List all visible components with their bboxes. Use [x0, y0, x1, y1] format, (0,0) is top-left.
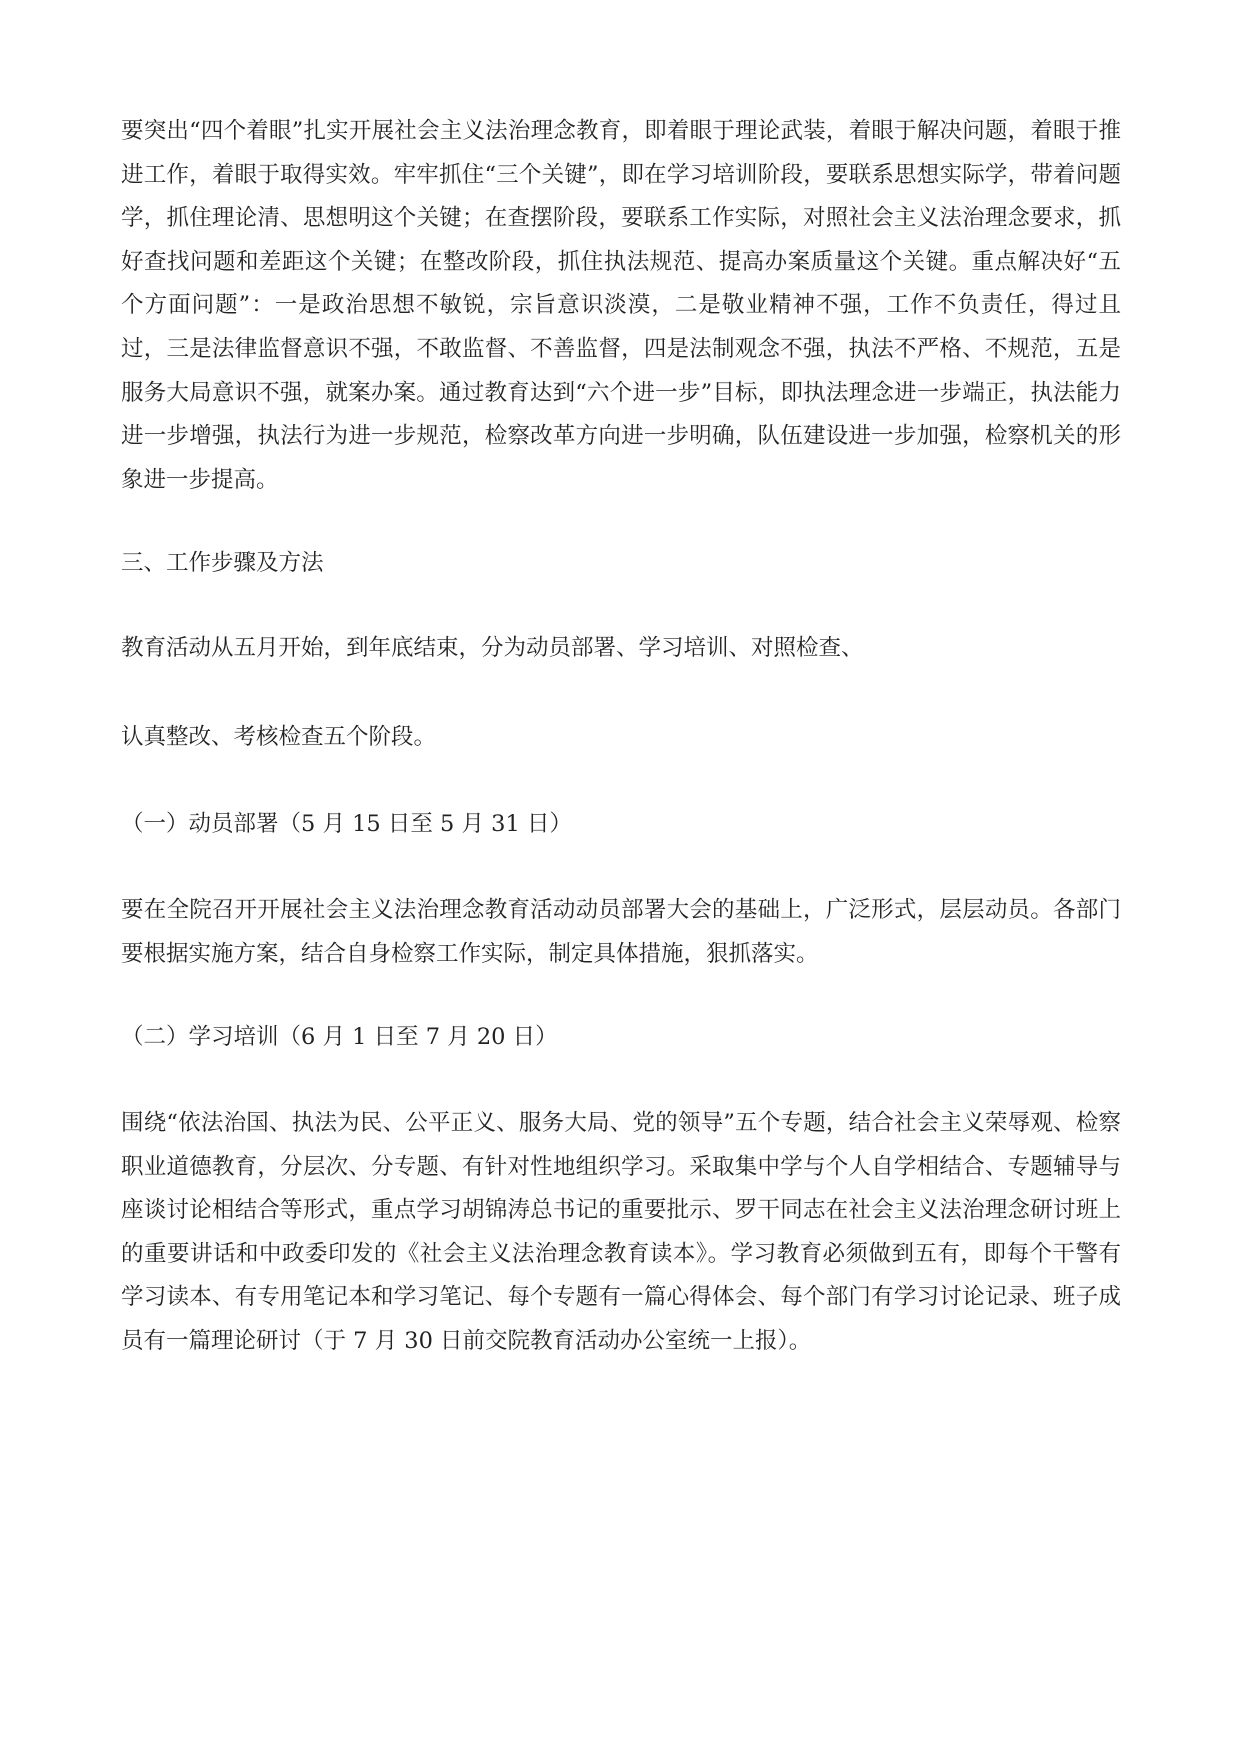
steps-intro-line-2: 认真整改、考核检查五个阶段。 — [121, 724, 437, 750]
subsection-heading-training: （二）学习培训（6 月 1 日至 7 月 20 日） — [121, 1024, 558, 1050]
subsection-heading-mobilization: （一）动员部署（5 月 15 日至 5 月 31 日） — [121, 811, 572, 837]
section-heading-steps: 三、工作步骤及方法 — [121, 550, 324, 576]
training-paragraph: 围绕“依法治国、执法为民、公平正义、服务大局、党的领导”五个专题，结合社会主义荣辱观、检察职业道德教育，分层次、分专题、有针对性地组织学习。采取集中学与个人自学相结合、专题辅导与座谈讨论相结合等形式，重点学习胡锦涛总书记的重要批示、罗干同志在社会主义法治理念研讨班上的重要讲话和中政委印发的《社会主义法治理念教育读本》。学习教育必须做到五有，即每个干警有学习读本、有专用笔记本和学习笔记、每个专题有一篇心得体会、每个部门有学习讨论记录、班子成员有一篇理论研讨（于 7 月 30 日前交院教育活动办公室统一上报）。 — [121, 1110, 1121, 1354]
intro-paragraph: 要突出“四个着眼”扎实开展社会主义法治理念教育，即着眼于理论武装，着眼于解决问题，着眼于推进工作，着眼于取得实效。牢牢抓住“三个关键”，即在学习培训阶段，要联系思想实际学，带着问题学，抓住理论清、思想明这个关键；在查摆阶段，要联系工作实际，对照社会主义法治理念要求，抓好查找问题和差距这个关键；在整改阶段，抓住执法规范、提高办案质量这个关键。重点解决好“五个方面问题”：一是政治思想不敏锐，宗旨意识淡漠，二是敬业精神不强，工作不负责任，得过且过，三是法律监督意识不强，不敢监督、不善监督，四是法制观念不强，执法不严格、不规范，五是服务大局意识不强，就案办案。通过教育达到“六个进一步”目标，即执法理念进一步端正，执法能力进一步增强，执法行为进一步规范，检察改革方向进一步明确，队伍建设进一步加强，检察机关的形象进一步提高。 — [121, 118, 1121, 493]
mobilization-paragraph: 要在全院召开开展社会主义法治理念教育活动动员部署大会的基础上，广泛形式，层层动员。各部门要根据实施方案，结合自身检察工作实际，制定具体措施，狠抓落实。 — [121, 897, 1121, 967]
steps-intro-line-1: 教育活动从五月开始，到年底结束，分为动员部署、学习培训、对照检查、 — [121, 635, 864, 661]
